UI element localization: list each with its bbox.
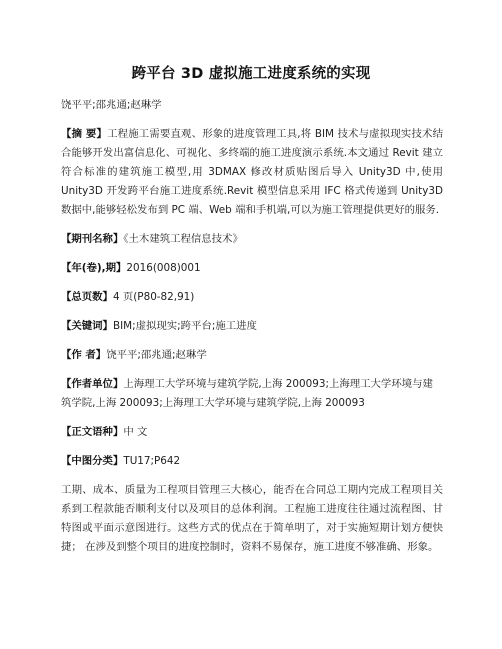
affiliation-label: 【作者单位】 <box>61 378 124 390</box>
keywords-field <box>61 317 443 336</box>
pages-value: 4 页(P80-82,91) <box>112 291 195 303</box>
paper-title: 跨平台 3D 虚拟施工进度系统的实现 <box>131 66 371 82</box>
classification-value: TU17;P642 <box>123 455 181 467</box>
affiliation-value: 上海理工大学环境与建筑学院,上海 200093;上海理工大学环境与建筑学院,上海 200093;上海理工大学环境与建筑学院,上海 200093 <box>61 378 433 409</box>
keywords-value: BIM;虚拟现实;跨平台;施工进度 <box>112 320 257 332</box>
authors-line: 饶平平;邵兆通;赵琳学 <box>61 99 162 111</box>
pages-field <box>61 288 443 307</box>
authors-value: 饶平平;邵兆通;赵琳学 <box>106 349 207 361</box>
journal-value: 《土木建筑工程信息技术》 <box>123 233 243 245</box>
year-issue-label: 【年(卷),期】 <box>61 262 127 274</box>
pages-label: 【总页数】 <box>61 291 113 303</box>
authors-label: 【作 者】 <box>61 349 107 361</box>
language-value: 中 文 <box>123 426 148 438</box>
paper-content <box>61 96 443 567</box>
journal-label: 【期刊名称】 <box>61 233 124 245</box>
keywords-label: 【关键词】 <box>61 320 113 332</box>
year-issue-value: 2016(008)001 <box>126 262 201 274</box>
year-issue-field <box>61 259 443 278</box>
authors-field <box>61 346 443 365</box>
abstract-label: 【摘 要】 <box>61 128 108 140</box>
abstract-section <box>61 125 443 220</box>
affiliation-field <box>61 375 443 413</box>
classification-label: 【中图分类】 <box>61 455 124 467</box>
body-paragraph: 工期、成本、质量为工程项目管理三大核心，能否在合同总工期内完成工程项目关系到工程款能否顺利支付以及项目的总体利润。工程施工进度往往通过流程图、甘特图或平面示意图进行。这些方式的优点在于简单明了，对于实施短期计划方便快捷； 在涉及到整个项目的进度控制时，资料不易保存，施工进度不够准确、形象。 <box>61 484 443 553</box>
language-field <box>61 423 443 442</box>
journal-field <box>61 230 443 249</box>
classification-field <box>61 452 443 471</box>
abstract-text: 工程施工需要直观、形象的进度管理工具,将 BIM 技术与虚拟现实技术结合能够开发出富信息化、可视化、多终端的施工进度演示系统.本文通过 Revit 建立符合标准的建筑施工模型,用 3DMAX 修改材质贴图后导入 Unity3D 中,使用 Unity3D 开发跨平台施工进度系统.Revit 模型信息采用 IFC 格式传递到 Unity3D 数据中,能够轻松发布到 PC 端、Web 端和手机端,可以为施工管理提供更好的服务. <box>61 128 443 216</box>
language-label: 【正文语种】 <box>61 426 124 438</box>
